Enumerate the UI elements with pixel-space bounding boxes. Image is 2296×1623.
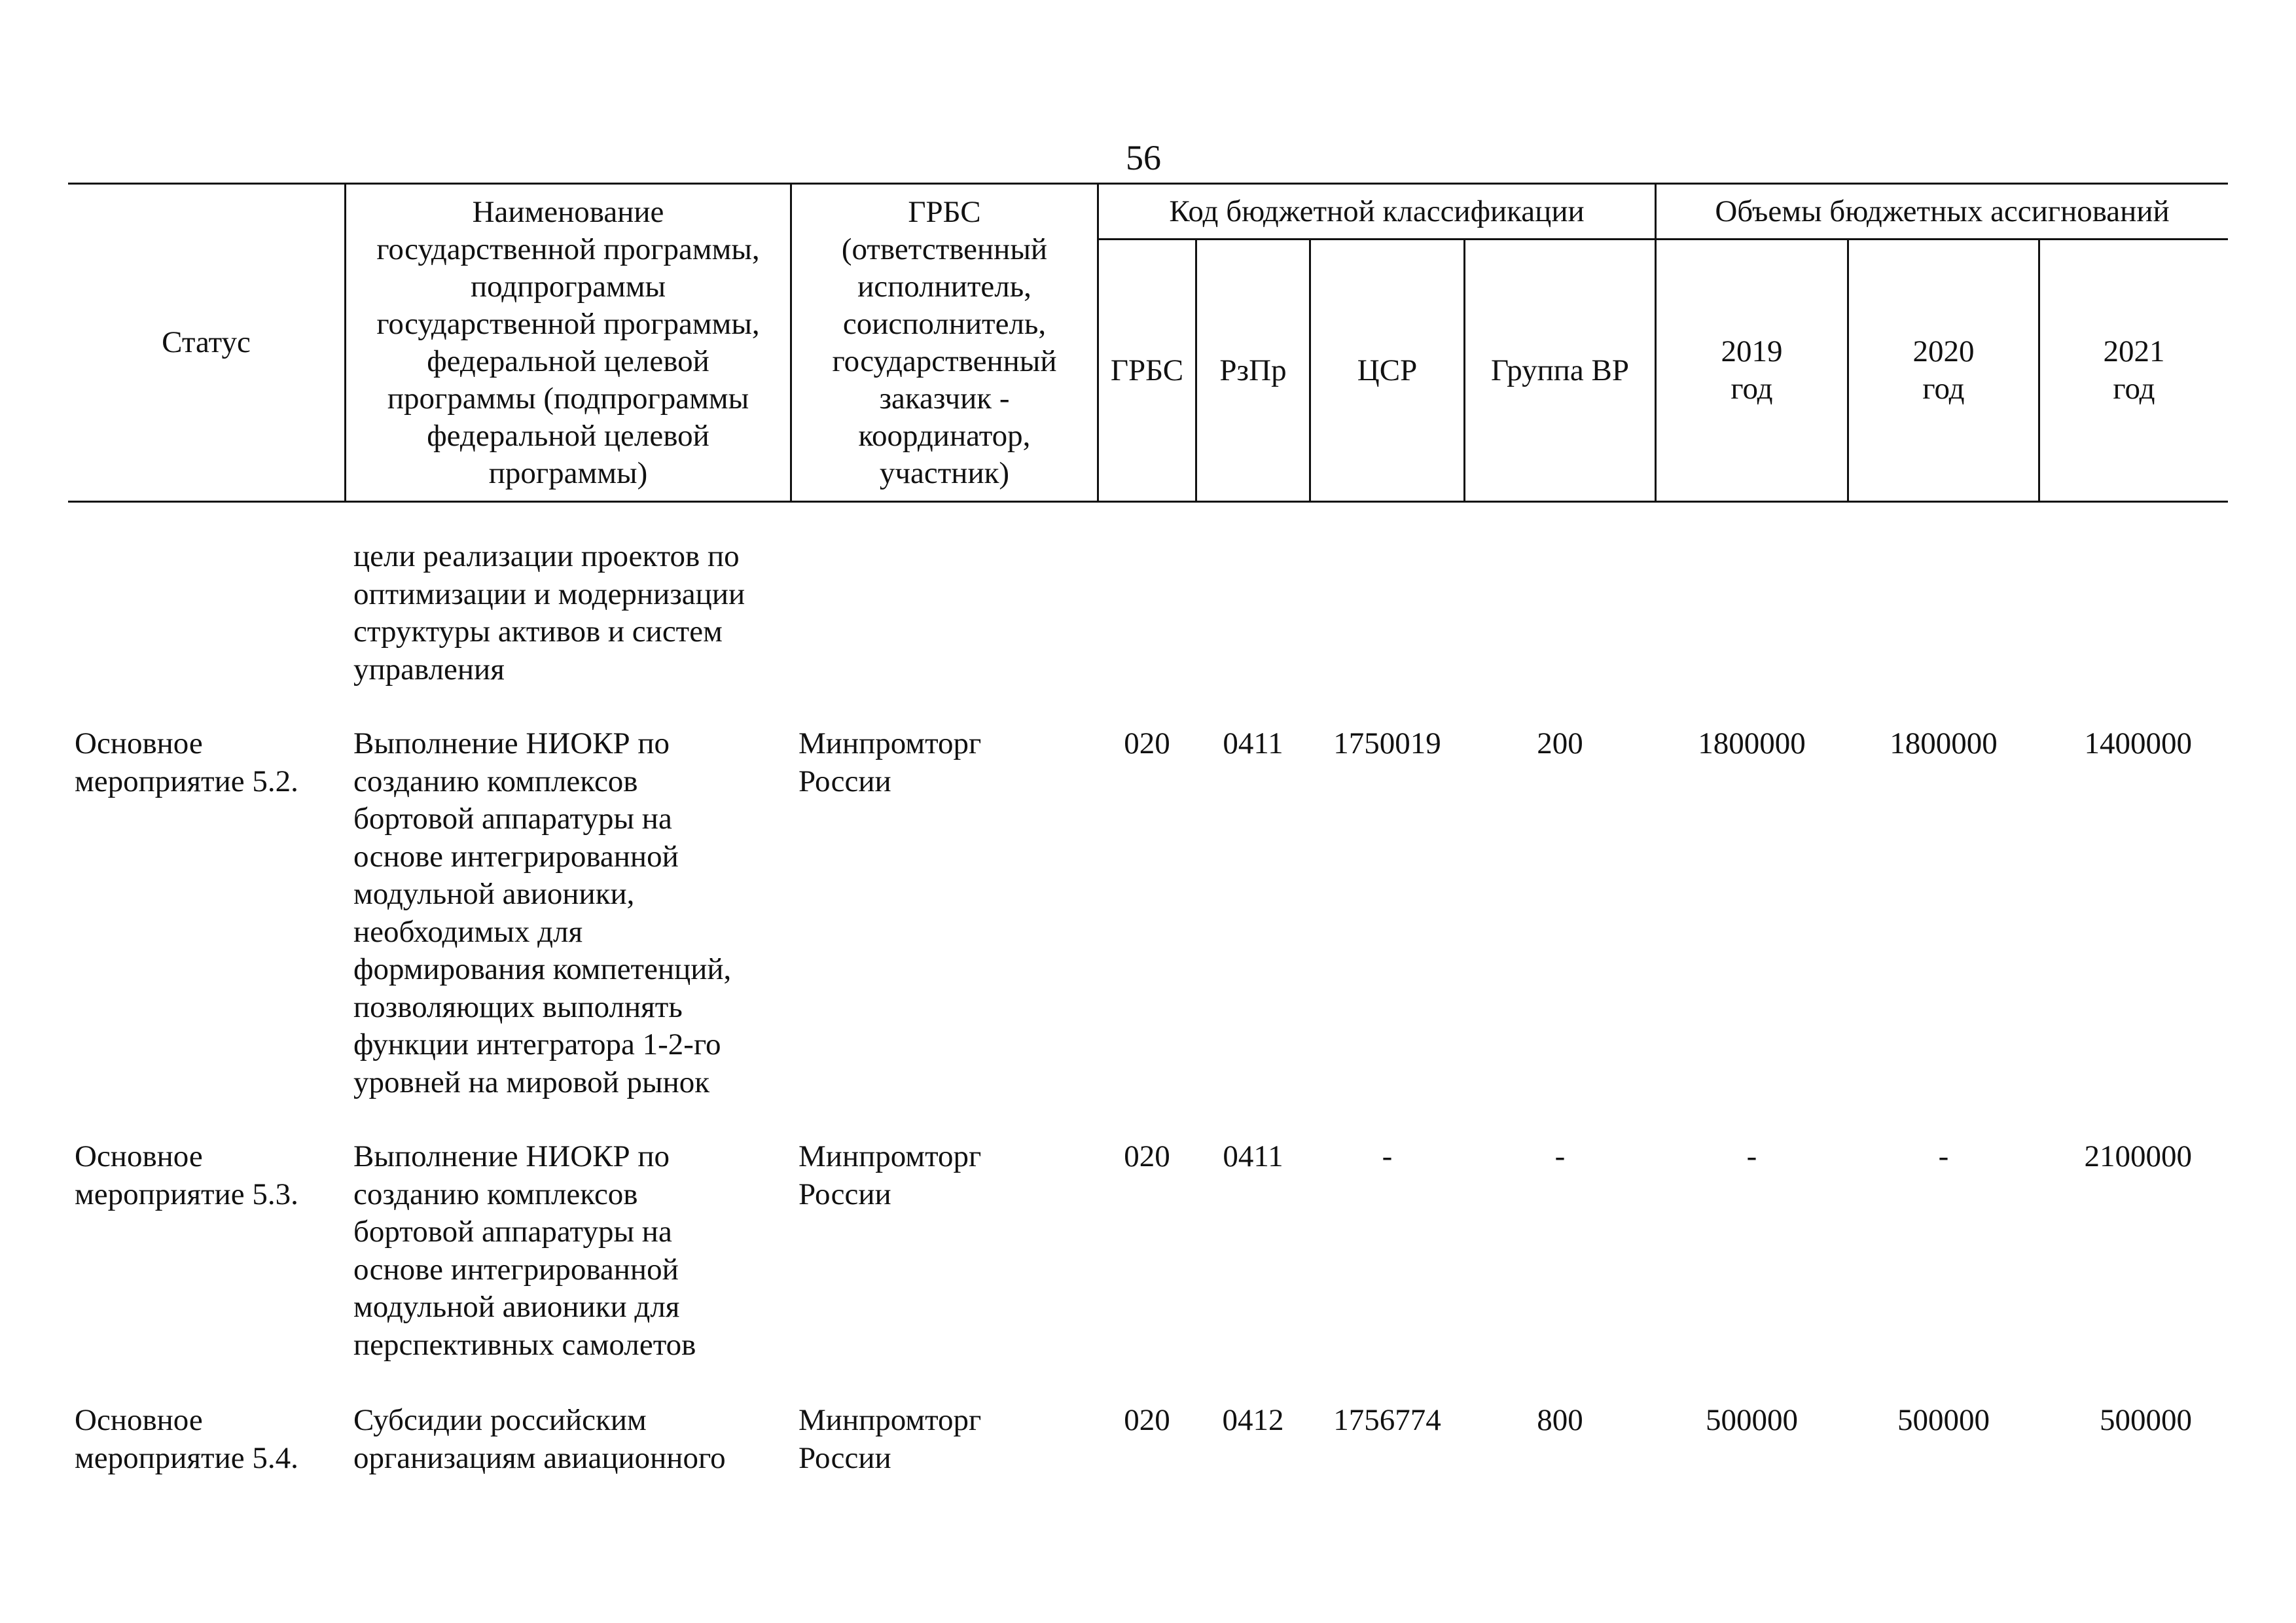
- header-sub-csr: ЦСР: [1357, 353, 1418, 387]
- header-program-name: Наименование государственной программы, подпрограммы государственной программы, федеральной целевой программы (подпрограммы федеральной целевой программы): [376, 194, 760, 490]
- row-grbs: Минпромторг России: [798, 1139, 982, 1211]
- header-sub-rzpr: РзПр: [1219, 353, 1287, 387]
- continuation-text: цели реализации проектов по оптимизации и модернизации структуры активов и систем управления: [353, 539, 745, 687]
- row-group-vr: -: [1554, 1139, 1566, 1173]
- row-rzpr: 0411: [1223, 726, 1283, 760]
- row-2020: 500000: [1897, 1403, 1990, 1437]
- header-bottom-border: [68, 501, 2228, 503]
- row-group-vr: 200: [1537, 726, 1583, 760]
- row-2021: 2100000: [2084, 1139, 2192, 1173]
- row-csr: 1756774: [1333, 1403, 1441, 1437]
- row-2020: -: [1938, 1139, 1949, 1173]
- header-year-2019: 2019 год: [1721, 334, 1783, 406]
- row-status: Основное мероприятие 5.3.: [75, 1139, 298, 1211]
- row-2021: 500000: [2100, 1403, 2192, 1437]
- row-code-grbs: 020: [1124, 1139, 1170, 1173]
- row-name: Субсидии российским организациям авиационного: [353, 1403, 726, 1475]
- row-code-grbs: 020: [1124, 726, 1170, 760]
- row-csr: 1750019: [1333, 726, 1441, 760]
- row-2019: 500000: [1706, 1403, 1798, 1437]
- header-budget-code: Код бюджетной классификации: [1169, 194, 1585, 228]
- row-name: Выполнение НИОКР по созданию комплексов бортовой аппаратуры на основе интегрированной модульной авионики, необходимых для формирования компетенций, позволяющих выполнять функции интегратора 1-2-го уровней на мировой рынок: [353, 726, 732, 1099]
- header-status: Статус: [162, 325, 251, 359]
- row-code-grbs: 020: [1124, 1403, 1170, 1437]
- header-grbs-executor: ГРБС (ответственный исполнитель, соисполнитель, государственный заказчик - координатор, участник): [832, 194, 1057, 490]
- page-number: 56: [1126, 138, 1161, 177]
- row-name: Выполнение НИОКР по созданию комплексов бортовой аппаратуры на основе интегрированной модульной авионики для перспективных самолетов: [353, 1139, 696, 1362]
- header-year-2021: 2021 год: [2103, 334, 2165, 406]
- row-csr: -: [1382, 1139, 1393, 1173]
- row-rzpr: 0411: [1223, 1139, 1283, 1173]
- header-sub-grbs: ГРБС: [1110, 353, 1184, 387]
- row-group-vr: 800: [1537, 1403, 1583, 1437]
- header-budget-volumes: Объемы бюджетных ассигнований: [1715, 194, 2170, 228]
- row-2021: 1400000: [2084, 726, 2192, 760]
- row-2019: -: [1746, 1139, 1757, 1173]
- row-grbs: Минпромторг России: [798, 1403, 982, 1475]
- row-status: Основное мероприятие 5.4.: [75, 1403, 298, 1475]
- header-sub-group-vr: Группа ВР: [1491, 353, 1629, 387]
- row-status: Основное мероприятие 5.2.: [75, 726, 298, 798]
- row-rzpr: 0412: [1222, 1403, 1284, 1437]
- header-year-2020: 2020 год: [1912, 334, 1975, 406]
- row-2020: 1800000: [1890, 726, 1998, 760]
- row-2019: 1800000: [1698, 726, 1806, 760]
- row-grbs: Минпромторг России: [798, 726, 982, 798]
